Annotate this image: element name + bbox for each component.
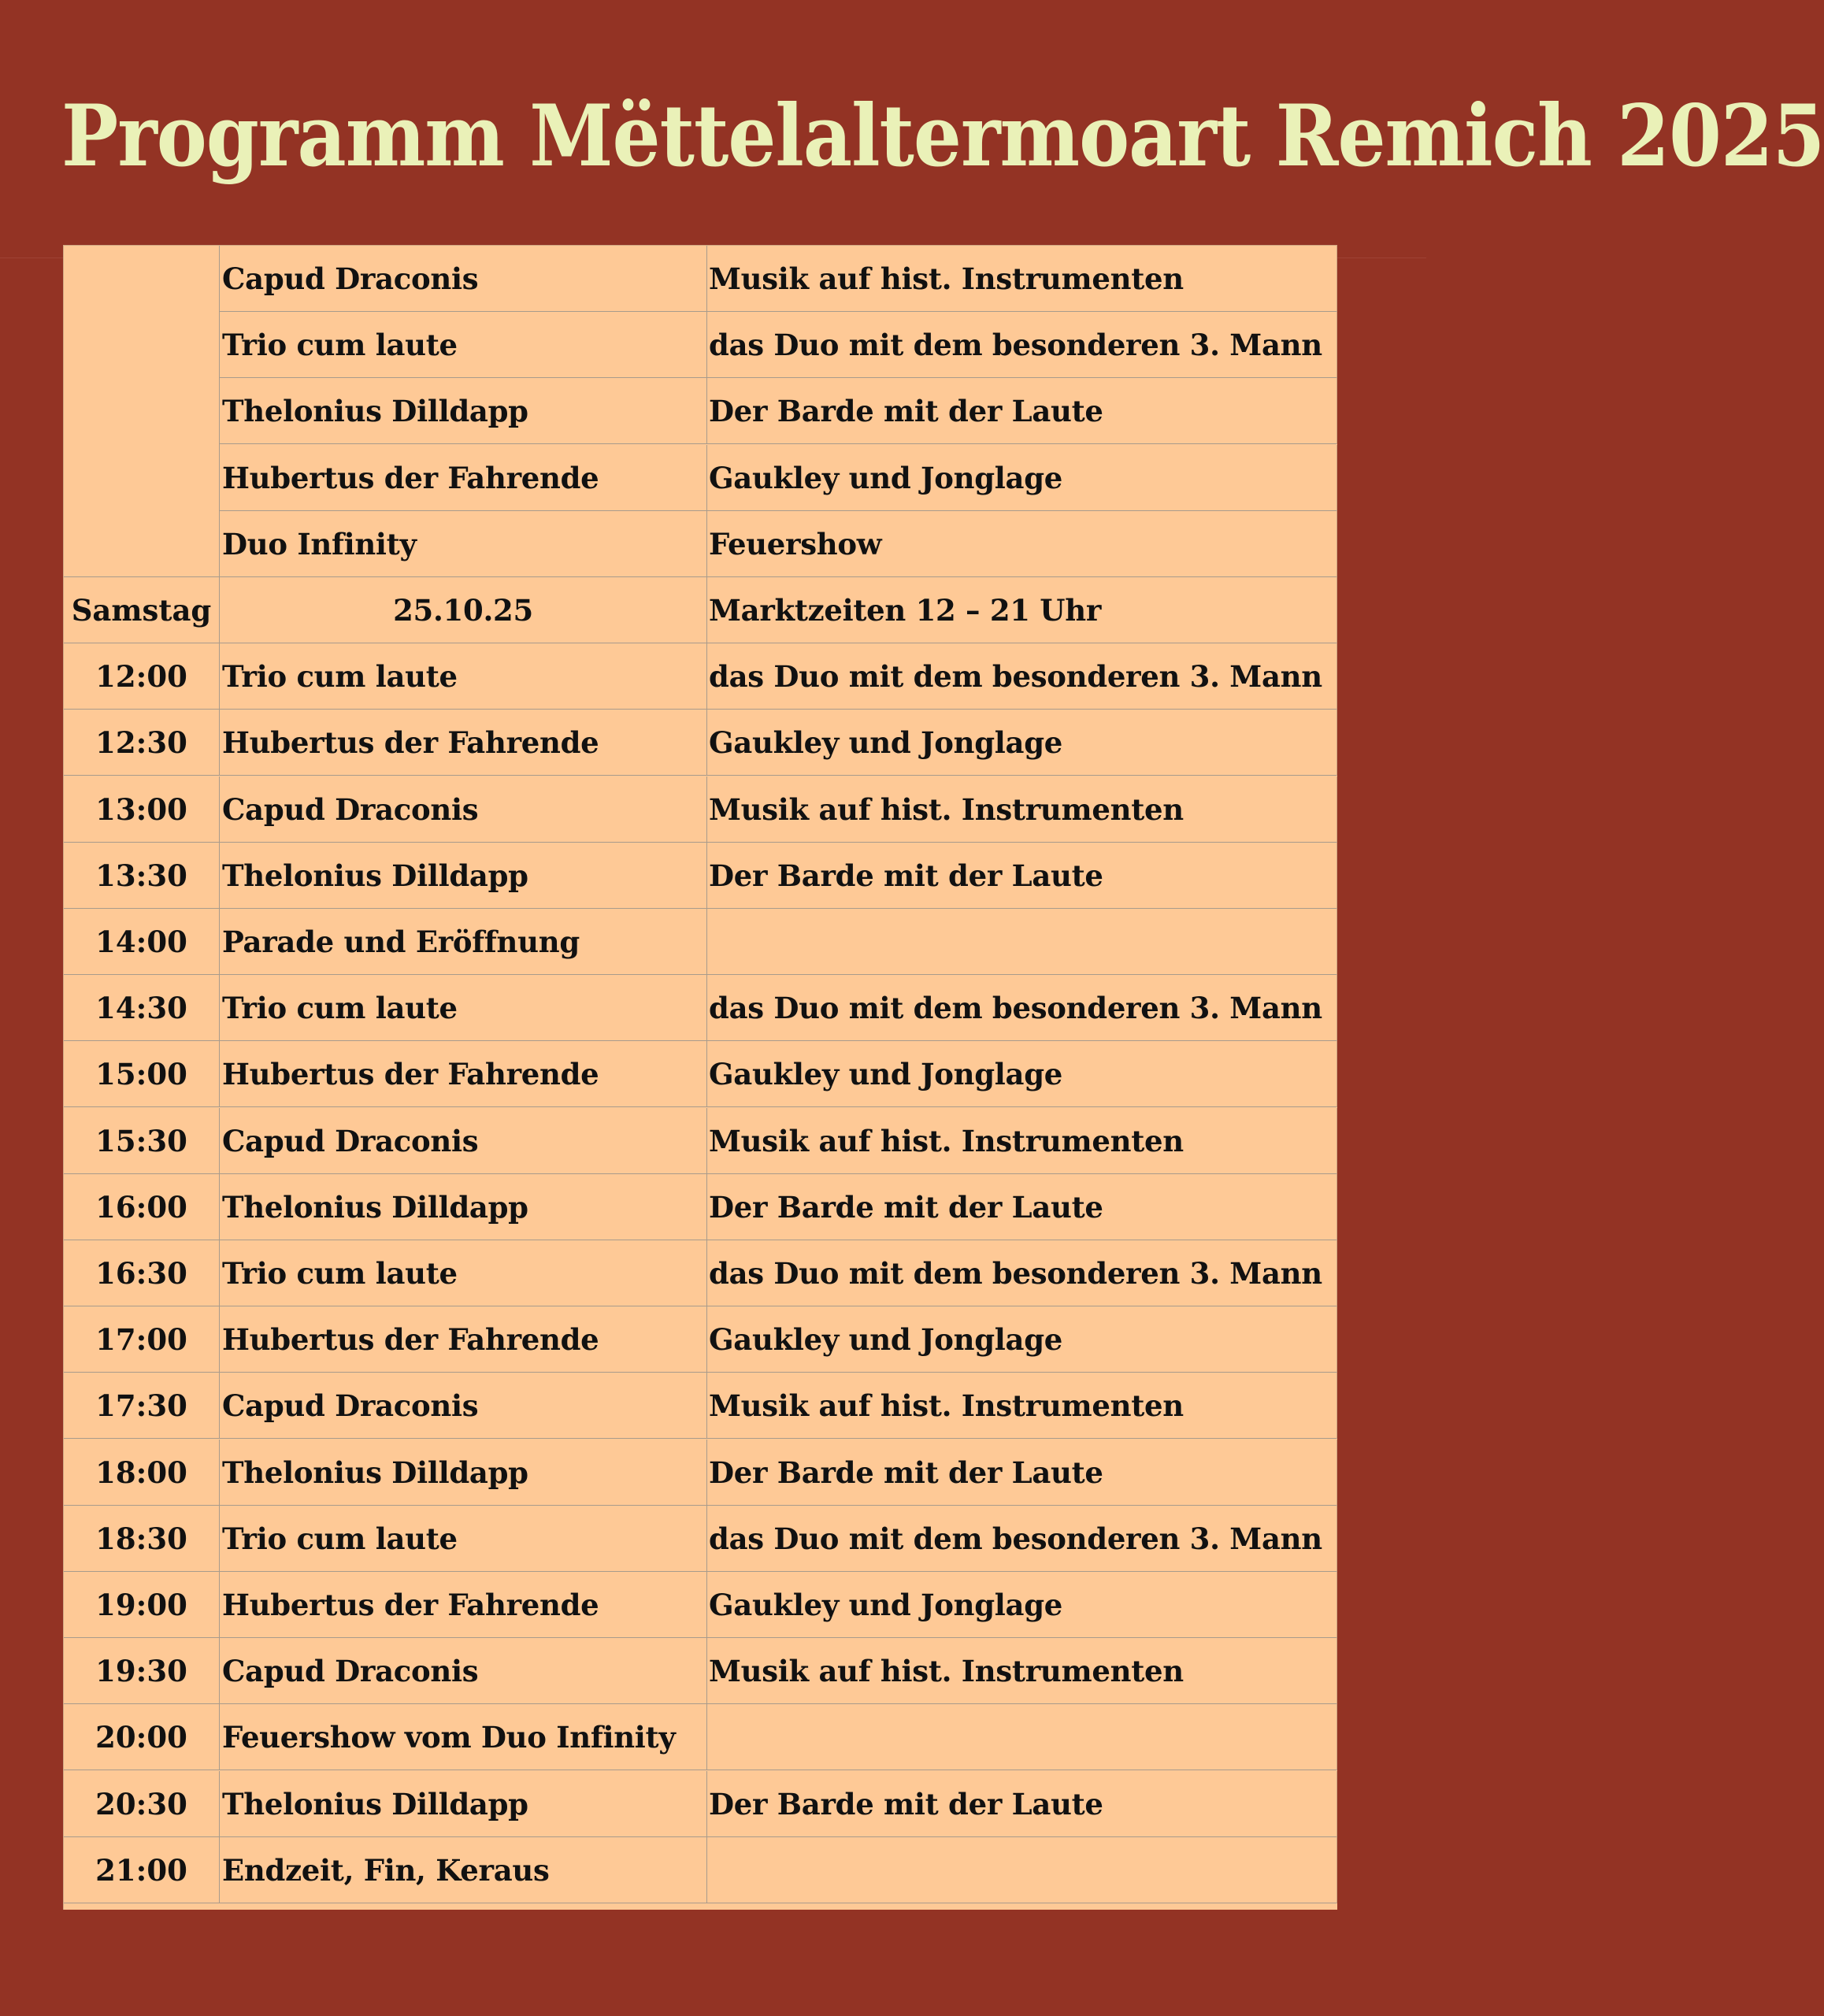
act-name: Hubertus der Fahrende (220, 1306, 707, 1373)
act-name: Capud Draconis (220, 246, 707, 312)
act-description (707, 1704, 1337, 1770)
act-name: Thelonius Dilldapp (220, 1771, 707, 1837)
lineup-row (64, 445, 1337, 511)
time-slot: 16:30 (64, 1240, 220, 1306)
lineup-row (64, 246, 1337, 312)
title-band (0, 0, 1824, 258)
act-name: Hubertus der Fahrende (220, 1572, 707, 1638)
act-name: Thelonius Dilldapp (220, 1174, 707, 1240)
act-name: Trio cum laute (220, 312, 707, 378)
schedule-row (64, 1440, 1337, 1506)
act-name: Capud Draconis (220, 776, 707, 843)
act-name: Trio cum laute (220, 643, 707, 710)
act-description: das Duo mit dem besonderen 3. Mann (707, 1240, 1337, 1306)
act-description: Musik auf hist. Instrumenten (707, 1108, 1337, 1174)
time-slot: 13:30 (64, 843, 220, 909)
act-name: Trio cum laute (220, 1506, 707, 1572)
time-slot: 14:00 (64, 909, 220, 975)
act-name: Capud Draconis (220, 1373, 707, 1439)
time-slot: 15:00 (64, 1041, 220, 1107)
act-name: Capud Draconis (220, 1638, 707, 1704)
time-slot: 21:00 (64, 1837, 220, 1903)
schedule-row (64, 1240, 1337, 1306)
lineup-row (64, 511, 1337, 577)
act-description: Gaukley und Jonglage (707, 1041, 1337, 1107)
act-description: Gaukley und Jonglage (707, 445, 1337, 511)
page-title: Programm Mëttelaltermoart Remich 2025 (61, 86, 1824, 186)
act-name: Capud Draconis (220, 1108, 707, 1174)
act-description (707, 1837, 1337, 1903)
act-name: Thelonius Dilldapp (220, 843, 707, 909)
market-hours: Marktzeiten 12 – 21 Uhr (707, 577, 1337, 643)
act-name: Parade und Eröffnung (220, 909, 707, 975)
time-slot: 20:00 (64, 1704, 220, 1770)
schedule-row (64, 975, 1337, 1041)
act-name: Trio cum laute (220, 1240, 707, 1306)
act-description: das Duo mit dem besonderen 3. Mann (707, 643, 1337, 710)
lineup-row (64, 312, 1337, 378)
act-name: Feuershow vom Duo Infinity (220, 1704, 707, 1770)
act-description: Musik auf hist. Instrumenten (707, 246, 1337, 312)
time-slot: 17:30 (64, 1373, 220, 1439)
time-slot: 12:30 (64, 710, 220, 776)
act-description: Musik auf hist. Instrumenten (707, 1373, 1337, 1439)
act-name: Hubertus der Fahrende (220, 445, 707, 511)
schedule-row (64, 643, 1337, 710)
time-slot: 18:30 (64, 1506, 220, 1572)
act-description: das Duo mit dem besonderen 3. Mann (707, 975, 1337, 1041)
act-name: Thelonius Dilldapp (220, 378, 707, 444)
schedule-row (64, 1638, 1337, 1704)
time-slot: 16:00 (64, 1174, 220, 1240)
time-slot: 20:30 (64, 1771, 220, 1837)
act-description: Der Barde mit der Laute (707, 1771, 1337, 1837)
act-description: Der Barde mit der Laute (707, 1440, 1337, 1506)
schedule-row (64, 1837, 1337, 1903)
act-description: das Duo mit dem besonderen 3. Mann (707, 1506, 1337, 1572)
act-description: Gaukley und Jonglage (707, 1306, 1337, 1373)
time-slot: 15:30 (64, 1108, 220, 1174)
act-name: Trio cum laute (220, 975, 707, 1041)
time-slot: 17:00 (64, 1306, 220, 1373)
act-description: Musik auf hist. Instrumenten (707, 1638, 1337, 1704)
schedule-row (64, 1771, 1337, 1837)
time-slot: 18:00 (64, 1440, 220, 1506)
schedule-row (64, 1041, 1337, 1107)
lineup-row (64, 378, 1337, 444)
day-date: 25.10.25 (220, 577, 707, 643)
act-description (707, 909, 1337, 975)
schedule-row (64, 1506, 1337, 1572)
time-slot: 12:00 (64, 643, 220, 710)
schedule-row (64, 710, 1337, 776)
act-description: Gaukley und Jonglage (707, 710, 1337, 776)
schedule-row (64, 1373, 1337, 1439)
act-name: Duo Infinity (220, 511, 707, 577)
schedule-row (64, 1174, 1337, 1240)
act-name: Thelonius Dilldapp (220, 1440, 707, 1506)
schedule-row (64, 1704, 1337, 1770)
schedule-row (64, 1108, 1337, 1174)
schedule-row (64, 1572, 1337, 1638)
time-slot: 19:00 (64, 1572, 220, 1638)
day-header-row (64, 577, 1337, 643)
act-name: Endzeit, Fin, Keraus (220, 1837, 707, 1903)
schedule-row (64, 843, 1337, 909)
time-slot: 13:00 (64, 776, 220, 843)
schedule-row (64, 909, 1337, 975)
schedule-row (64, 776, 1337, 843)
act-description: Musik auf hist. Instrumenten (707, 776, 1337, 843)
act-description: das Duo mit dem besonderen 3. Mann (707, 312, 1337, 378)
act-description: Der Barde mit der Laute (707, 843, 1337, 909)
act-description: Der Barde mit der Laute (707, 378, 1337, 444)
program-table (63, 245, 1337, 1910)
time-slot: 14:30 (64, 975, 220, 1041)
act-name: Hubertus der Fahrende (220, 710, 707, 776)
act-name: Hubertus der Fahrende (220, 1041, 707, 1107)
day-label: Samstag (64, 577, 220, 643)
schedule-row (64, 1306, 1337, 1373)
act-description: Feuershow (707, 511, 1337, 577)
act-description: Gaukley und Jonglage (707, 1572, 1337, 1638)
act-description: Der Barde mit der Laute (707, 1174, 1337, 1240)
time-slot: 19:30 (64, 1638, 220, 1704)
